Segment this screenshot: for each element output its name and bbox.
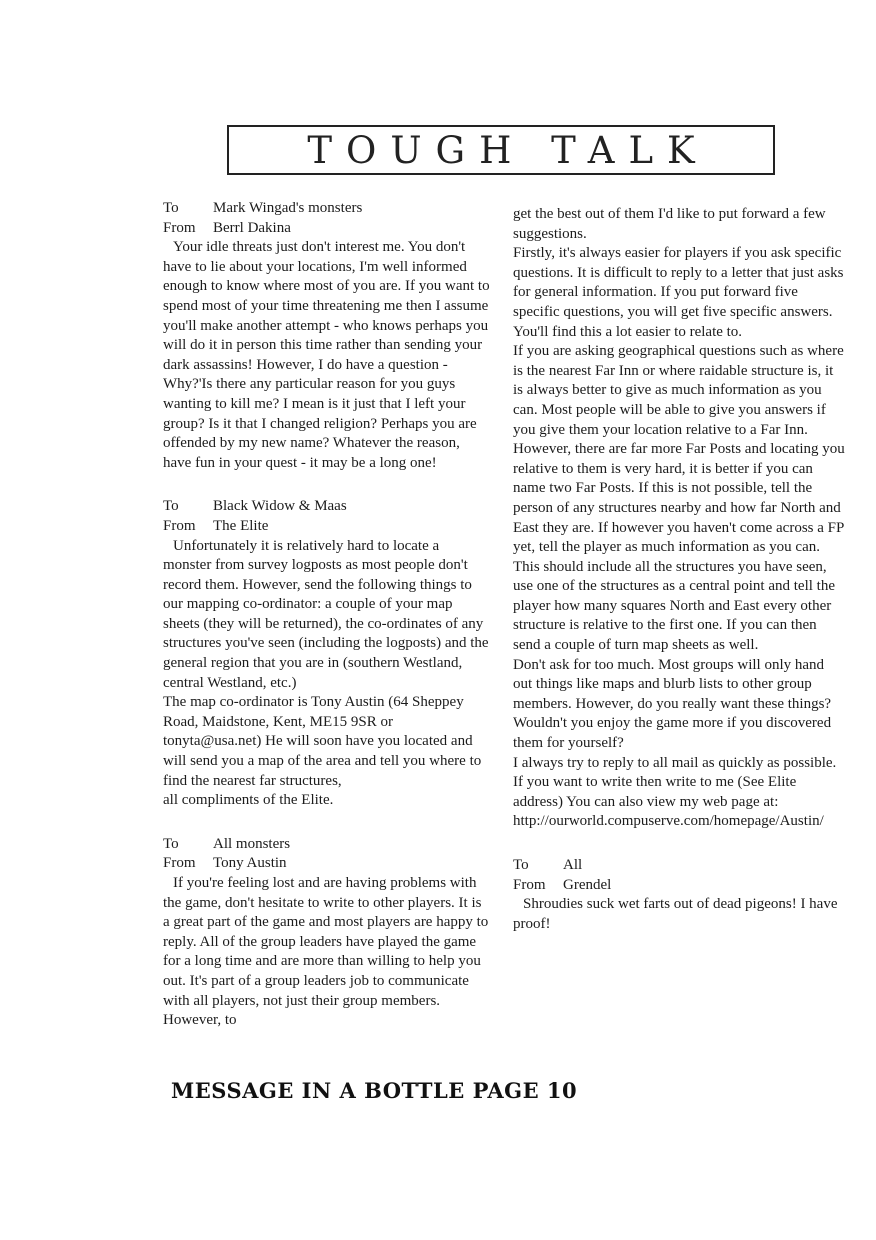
- right-column: [513, 205, 845, 958]
- message-grendel: [513, 856, 845, 934]
- from-label: From: [513, 876, 546, 893]
- message-black-widow: [163, 497, 491, 811]
- recipient: All: [563, 857, 583, 873]
- to-label: To: [163, 835, 179, 852]
- message-to-line: [163, 199, 491, 219]
- message-from-line: [163, 854, 491, 874]
- message-body: If you're feeling lost and are having problems with the game, don't hesitate to write to other players. It is a great part of the game and most players are happy to reply. All of the group leaders have played the game for a long time and are more than willing to help you out. It's part of a group leaders job to communicate with all players, not just their group members. However, to: [163, 875, 489, 1029]
- message-to-line: [513, 856, 845, 876]
- message-signoff: all compliments of the Elite.: [163, 792, 334, 809]
- sender: The Elite: [213, 517, 269, 534]
- from-label: From: [163, 219, 196, 236]
- title-box: [227, 125, 775, 175]
- from-label: From: [163, 517, 196, 534]
- sender: Tony Austin: [213, 855, 287, 872]
- message-mark-wingad: [163, 199, 491, 473]
- message-body: Your idle threats just don't interest me. You don't have to lie about your locations, I'm well informed enough to know where most of you are. If you want to spend most of your time threatening me then I assume you'll make another attempt - who knows perhaps you will do it in person this time rather than sending your dark assassins! However, I do have a question - Why?'Is there any particular reason for you guys wanting to kill me? I mean is it just that I left your group? Is it that I changed religion? Perhaps you are offended by my new name? Whatever the reason, have fun in your quest - it may be a long one!: [163, 239, 490, 471]
- message-from-line: [163, 219, 491, 239]
- left-column: [163, 199, 491, 1055]
- recipient: Black Widow & Maas: [213, 498, 347, 515]
- message-to-line: [163, 497, 491, 517]
- page-title: TOUGH TALK: [307, 128, 709, 172]
- message-to-line: [163, 835, 491, 855]
- message-body: Shroudies suck wet farts out of dead pigeons! I have proof!: [513, 896, 838, 932]
- from-label: From: [163, 855, 196, 872]
- message-body: Unfortunately it is relatively hard to locate a monster from survey logposts as most people don't record them. However, send the following things to our mapping co-ordinator: a couple of your map sheets (they will be returned), the co-ordinates of any structures you've seen (including the logposts) and the general region that you are in (southern Westland, central Westland, etc.): [163, 537, 489, 691]
- message-paragraph: Firstly, it's always easier for players if you ask specific questions. It is difficult to reply to a letter that just asks for general information. If you put forward five specific questions, you will get five specific answers. You'll find this a lot easier to relate to.: [513, 245, 844, 340]
- recipient: Mark Wingad's monsters: [213, 200, 363, 216]
- message-from-line: [163, 517, 491, 537]
- message-paragraph: I always try to reply to all mail as quickly as possible. If you want to write then write to me (See Elite address) You can also view my web page at: http://ourworld.compuserve.com/homepage/Austin/: [513, 754, 837, 830]
- page-footer: MESSAGE IN A BOTTLE PAGE 10: [171, 1078, 578, 1103]
- to-label: To: [163, 200, 179, 216]
- to-label: To: [163, 498, 179, 515]
- message-continued: get the best out of them I'd like to put forward a few suggestions.: [513, 206, 826, 242]
- message-paragraph: If you are asking geographical questions such as where is the nearest Far Inn or where raidable structure is, it is always better to give as much information as you can. Most people will be able to give you answers if you give them your location relative to a Far Inn. However, there are far more Far Posts and locating you relative to them is very hard, it is better if you can name two Far Posts. If this is not possible, tell the person of any structures nearby and how far North and East they are. If however you haven't come across a FP yet, tell the player as much information as you can. This should include all the structures you have seen, use one of the structures as a central point and tell the player how many squares North and East every other structure is relative to the first one. If you can then send a couple of turn map sheets as well.: [513, 343, 845, 654]
- message-all-monsters: [163, 835, 491, 1031]
- recipient: All monsters: [213, 835, 291, 852]
- sender: Berrl Dakina: [213, 219, 291, 236]
- message-from-line: [513, 876, 845, 896]
- message-paragraph: Don't ask for too much. Most groups will only hand out things like maps and blurb lists to other group members. However, do you really want these things? Wouldn't you enjoy the game more if you discovered them for yourself?: [513, 656, 832, 752]
- sender: Grendel: [563, 876, 612, 893]
- to-label: To: [513, 857, 529, 873]
- message-body: The map co-ordinator is Tony Austin (64 Sheppey Road, Maidstone, Kent, ME15 9SR or tonyta@usa.net) He will soon have you located and will send you a map of the area and tell you where to find the nearest far structures,: [163, 694, 482, 789]
